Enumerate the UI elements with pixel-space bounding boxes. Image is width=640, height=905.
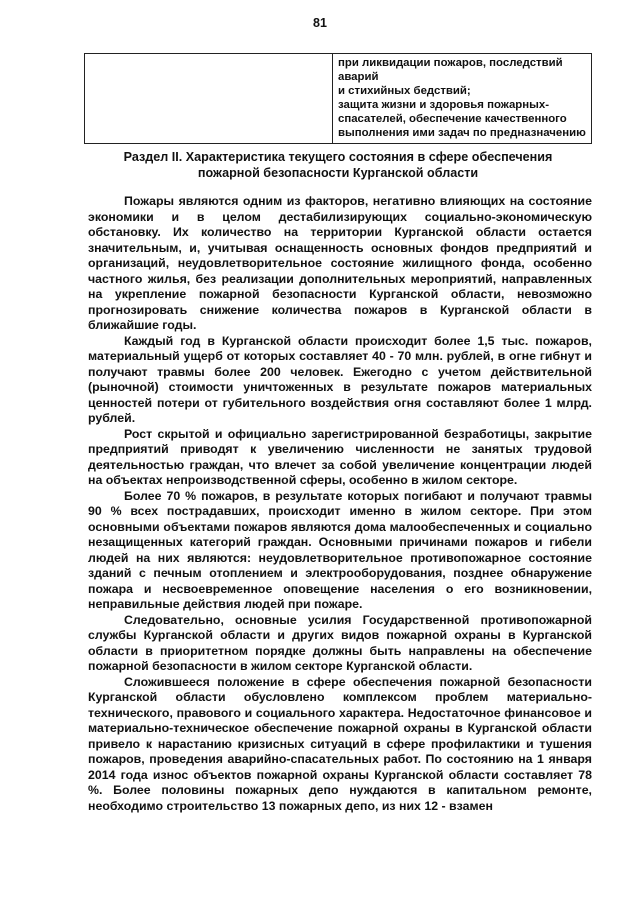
table-cell-line: при ликвидации пожаров, последствий аварий — [338, 57, 563, 84]
table-row — [85, 54, 592, 144]
table-cell-text — [333, 54, 592, 144]
section-title — [84, 150, 592, 181]
paragraph: Рост скрытой и официально зарегистрированной безработицы, закрытие предприятий приводят к увеличению численности не занятых трудовой деятельностью граждан, что влечет за собой увеличение концентрации людей на объектах непроизводственной сферы, особенно в жилом секторе. — [88, 426, 592, 487]
table-cell-line: защита жизни и здоровья пожарных- — [338, 99, 550, 112]
paragraph: Более 70 % пожаров, в результате которых погибают и получают травмы 90 % всех пострадавших, происходит именно в жилом секторе. При этом основными объектами пожаров являются дома малообеспеченных и социально незащищенных категорий граждан. Основными причинами пожаров и гибели людей на них являются: неудовлетворительное противопожарное состояние зданий с печным отоплением и электрооборудования, позднее обнаружение пожара и несвоевременное оповещение населения о его возникновении, неправильные действия людей при пожаре. — [88, 488, 592, 611]
paragraph: Сложившееся положение в сфере обеспечения пожарной безопасности Курганской области обусловлено комплексом проблем материально-технического, правового и социального характера. Недостаточное финансовое и материально-техническое обеспечение пожарной охраны в Курганской области привело к нарастанию кризисных ситуаций в сфере профилактики и тушения пожаров, проведения аварийно-спасательных работ. По состоянию на 1 января 2014 года износ объектов пожарной охраны Курганской области составляет 78 %. Более половины пожарных депо нуждаются в капитальном ремонте, необходимо строительство 13 пожарных депо, из них 12 - взамен — [88, 674, 592, 813]
body-text — [88, 194, 592, 814]
page-number: 81 — [313, 16, 327, 30]
continuation-table — [84, 53, 592, 144]
paragraph: Каждый год в Курганской области происходит более 1,5 тыс. пожаров, материальный ущерб от которых составляет 40 - 70 млн. рублей, в огне гибнут и получают травмы более 200 человек. Ежегодно с учетом действительной (рыночной) стоимости уничтоженных в результате пожаров материальных ценностей потери от губительного воздействия огня составляют более 1 млрд. рублей. — [88, 333, 592, 425]
section-title-line: Раздел II. Характеристика текущего состояния в сфере обеспечения — [123, 150, 553, 164]
table-cell-line: выполнения ими задач по предназначению — [338, 127, 586, 140]
section-title-line: пожарной безопасности Курганской области — [197, 165, 479, 180]
table-cell-line: и стихийных бедствий; — [338, 85, 471, 98]
table-cell-empty — [85, 54, 333, 144]
paragraph: Следовательно, основные усилия Государственной противопожарной службы Курганской области и других видов пожарной охраны в Курганской области в приоритетном порядке должны быть направлены на обеспечение пожарной безопасности в жилом секторе Курганской области. — [88, 612, 592, 673]
table-cell-line: спасателей, обеспечение качественного — [338, 113, 567, 126]
paragraph: Пожары являются одним из факторов, негативно влияющих на состояние экономики и в целом дестабилизирующих социально-экономическую обстановку. Их количество на территории Курганской области остается значительным, и, учитывая оснащенность основных фондов предприятий и организаций, неудовлетворительное состояние жилищного фонда, особенно частного жилья, без реализации дополнительных мероприятий, направленных на укрепление пожарной безопасности Курганской области, невозможно прогнозировать снижение количества пожаров в Курганской области в ближайшие годы. — [88, 194, 592, 332]
